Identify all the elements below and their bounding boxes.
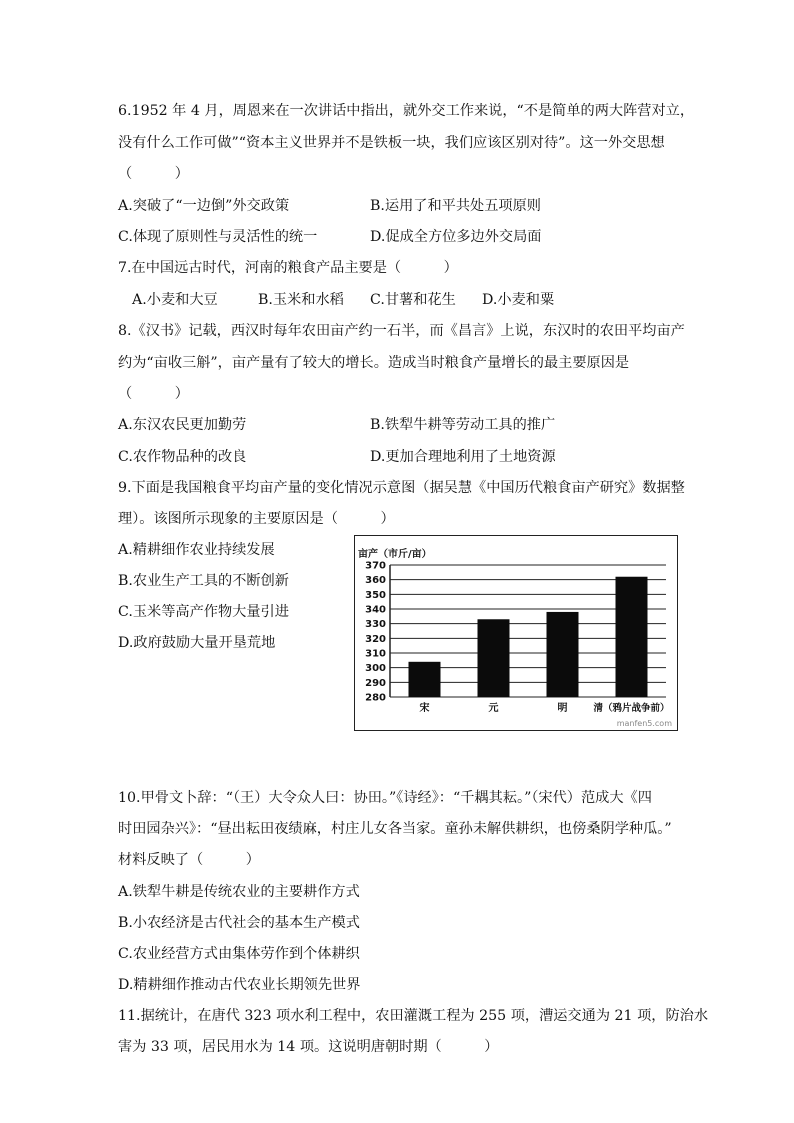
chart-ytick-label: 310 — [365, 648, 386, 660]
chart-category-label: 元 — [488, 703, 499, 714]
q10-option-c: C.农业经营方式由集体劳作到个体耕织 — [118, 946, 360, 962]
q8-answer-blank: （ ） — [118, 386, 189, 402]
q10-option-b: B.小农经济是古代社会的基本生产模式 — [118, 915, 360, 931]
q7-stem: 7.在中国远古时代，河南的粮食产品主要是（ ） — [118, 260, 458, 276]
q9-option-c: C.玉米等高产作物大量引进 — [118, 604, 289, 620]
chart-ytick-label: 300 — [365, 663, 386, 675]
chart-ytick-label: 280 — [365, 692, 386, 704]
chart-ytick-label: 290 — [365, 677, 386, 689]
q6-option-b: B.运用了和平共处五项原则 — [370, 198, 541, 214]
q8-option-a: A.东汉农民更加勤劳 — [118, 417, 247, 433]
chart-ylabel: 亩产（市斤/亩） — [358, 549, 432, 560]
chart-watermark: manfen5.com — [616, 719, 672, 728]
q8-stem-line1: 8.《汉书》记载，西汉时每年农田亩产约一石半，而《昌言》上说，东汉时的农田平均亩产 — [118, 323, 685, 339]
q10-option-a: A.铁犁牛耕是传统农业的主要耕作方式 — [118, 884, 360, 900]
q11-stem-line2: 害为 33 项，居民用水为 14 项。这说明唐朝时期（ ） — [118, 1039, 499, 1055]
q9-option-b: B.农业生产工具的不断创新 — [118, 573, 289, 589]
q7-option-a: A.小麦和大豆 — [132, 292, 218, 308]
q9-stem-line2: 理）。该图所示现象的主要原因是（ ） — [118, 511, 395, 527]
q9-option-a: A.精耕细作农业持续发展 — [118, 542, 275, 558]
chart-category-label: 明 — [557, 703, 568, 714]
chart-category-label: 宋 — [419, 703, 430, 714]
q10-stem-line1: 10.甲骨文卜辞：“（王）大令众人曰：协田。”《诗经》：“千耦其耘。”（宋代）范成大《四 — [118, 790, 652, 806]
chart-bar — [478, 619, 510, 697]
q7-option-c: C.甘薯和花生 — [370, 292, 456, 308]
q11-stem-line1: 11.据统计，在唐代 323 项水利工程中，农田灌溉工程为 255 项，漕运交通为 21 项，防治水 — [118, 1008, 709, 1024]
q8-option-b: B.铁犁牛耕等劳动工具的推广 — [370, 417, 556, 433]
chart-bar — [409, 662, 441, 697]
chart-bar — [547, 612, 579, 697]
q6-option-a: A.突破了“一边倒”外交政策 — [118, 198, 290, 214]
q10-stem-line2: 时田园杂兴》：“昼出耘田夜绩麻，村庄儿女各当家。童孙未解供耕织，也傍桑阴学种瓜。” — [118, 821, 672, 837]
q8-option-c: C.农作物品种的改良 — [118, 449, 247, 465]
q9-option-d: D.政府鼓励大量开垦荒地 — [118, 635, 276, 651]
chart-ytick-label: 360 — [365, 575, 386, 587]
q7-option-b: B.玉米和水稻 — [258, 292, 344, 308]
q8-stem-line2: 约为“亩收三斛”，亩产量有了较大的增长。造成当时粮食产量增长的最主要原因是 — [118, 355, 630, 371]
chart-ytick-label: 340 — [365, 604, 386, 616]
chart-bar — [616, 577, 648, 697]
q8-option-d: D.更加合理地利用了土地资源 — [370, 449, 556, 465]
q6-option-d: D.促成全方位多边外交局面 — [370, 229, 542, 245]
q10-option-d: D.精耕细作推动古代农业长期领先世界 — [118, 977, 361, 993]
grain-yield-bar-chart — [354, 535, 678, 731]
chart-ytick-label: 370 — [365, 560, 386, 572]
chart-ytick-label: 320 — [365, 633, 386, 645]
q6-answer-blank: （ ） — [118, 166, 189, 182]
q9-stem-line1: 9.下面是我国粮食平均亩产量的变化情况示意图（据吴慧《中国历代粮食亩产研究》数据整 — [118, 480, 685, 496]
chart-category-label: 清（鸦片战争前） — [593, 703, 670, 714]
q10-stem-line3: 材料反映了（ ） — [118, 852, 260, 868]
q6-option-c: C.体现了原则性与灵活性的统一 — [118, 229, 318, 245]
chart-ytick-label: 330 — [365, 619, 386, 631]
q6-stem-line2: 没有什么工作可做”“资本主义世界并不是铁板一块，我们应该区别对待”。这一外交思想 — [118, 135, 665, 151]
chart-ytick-label: 350 — [365, 589, 386, 601]
q6-stem-line1: 6.1952 年 4 月，周恩来在一次讲话中指出，就外交工作来说，“不是简单的两大阵营对立， — [118, 103, 695, 119]
q7-option-d: D.小麦和粟 — [482, 292, 555, 308]
